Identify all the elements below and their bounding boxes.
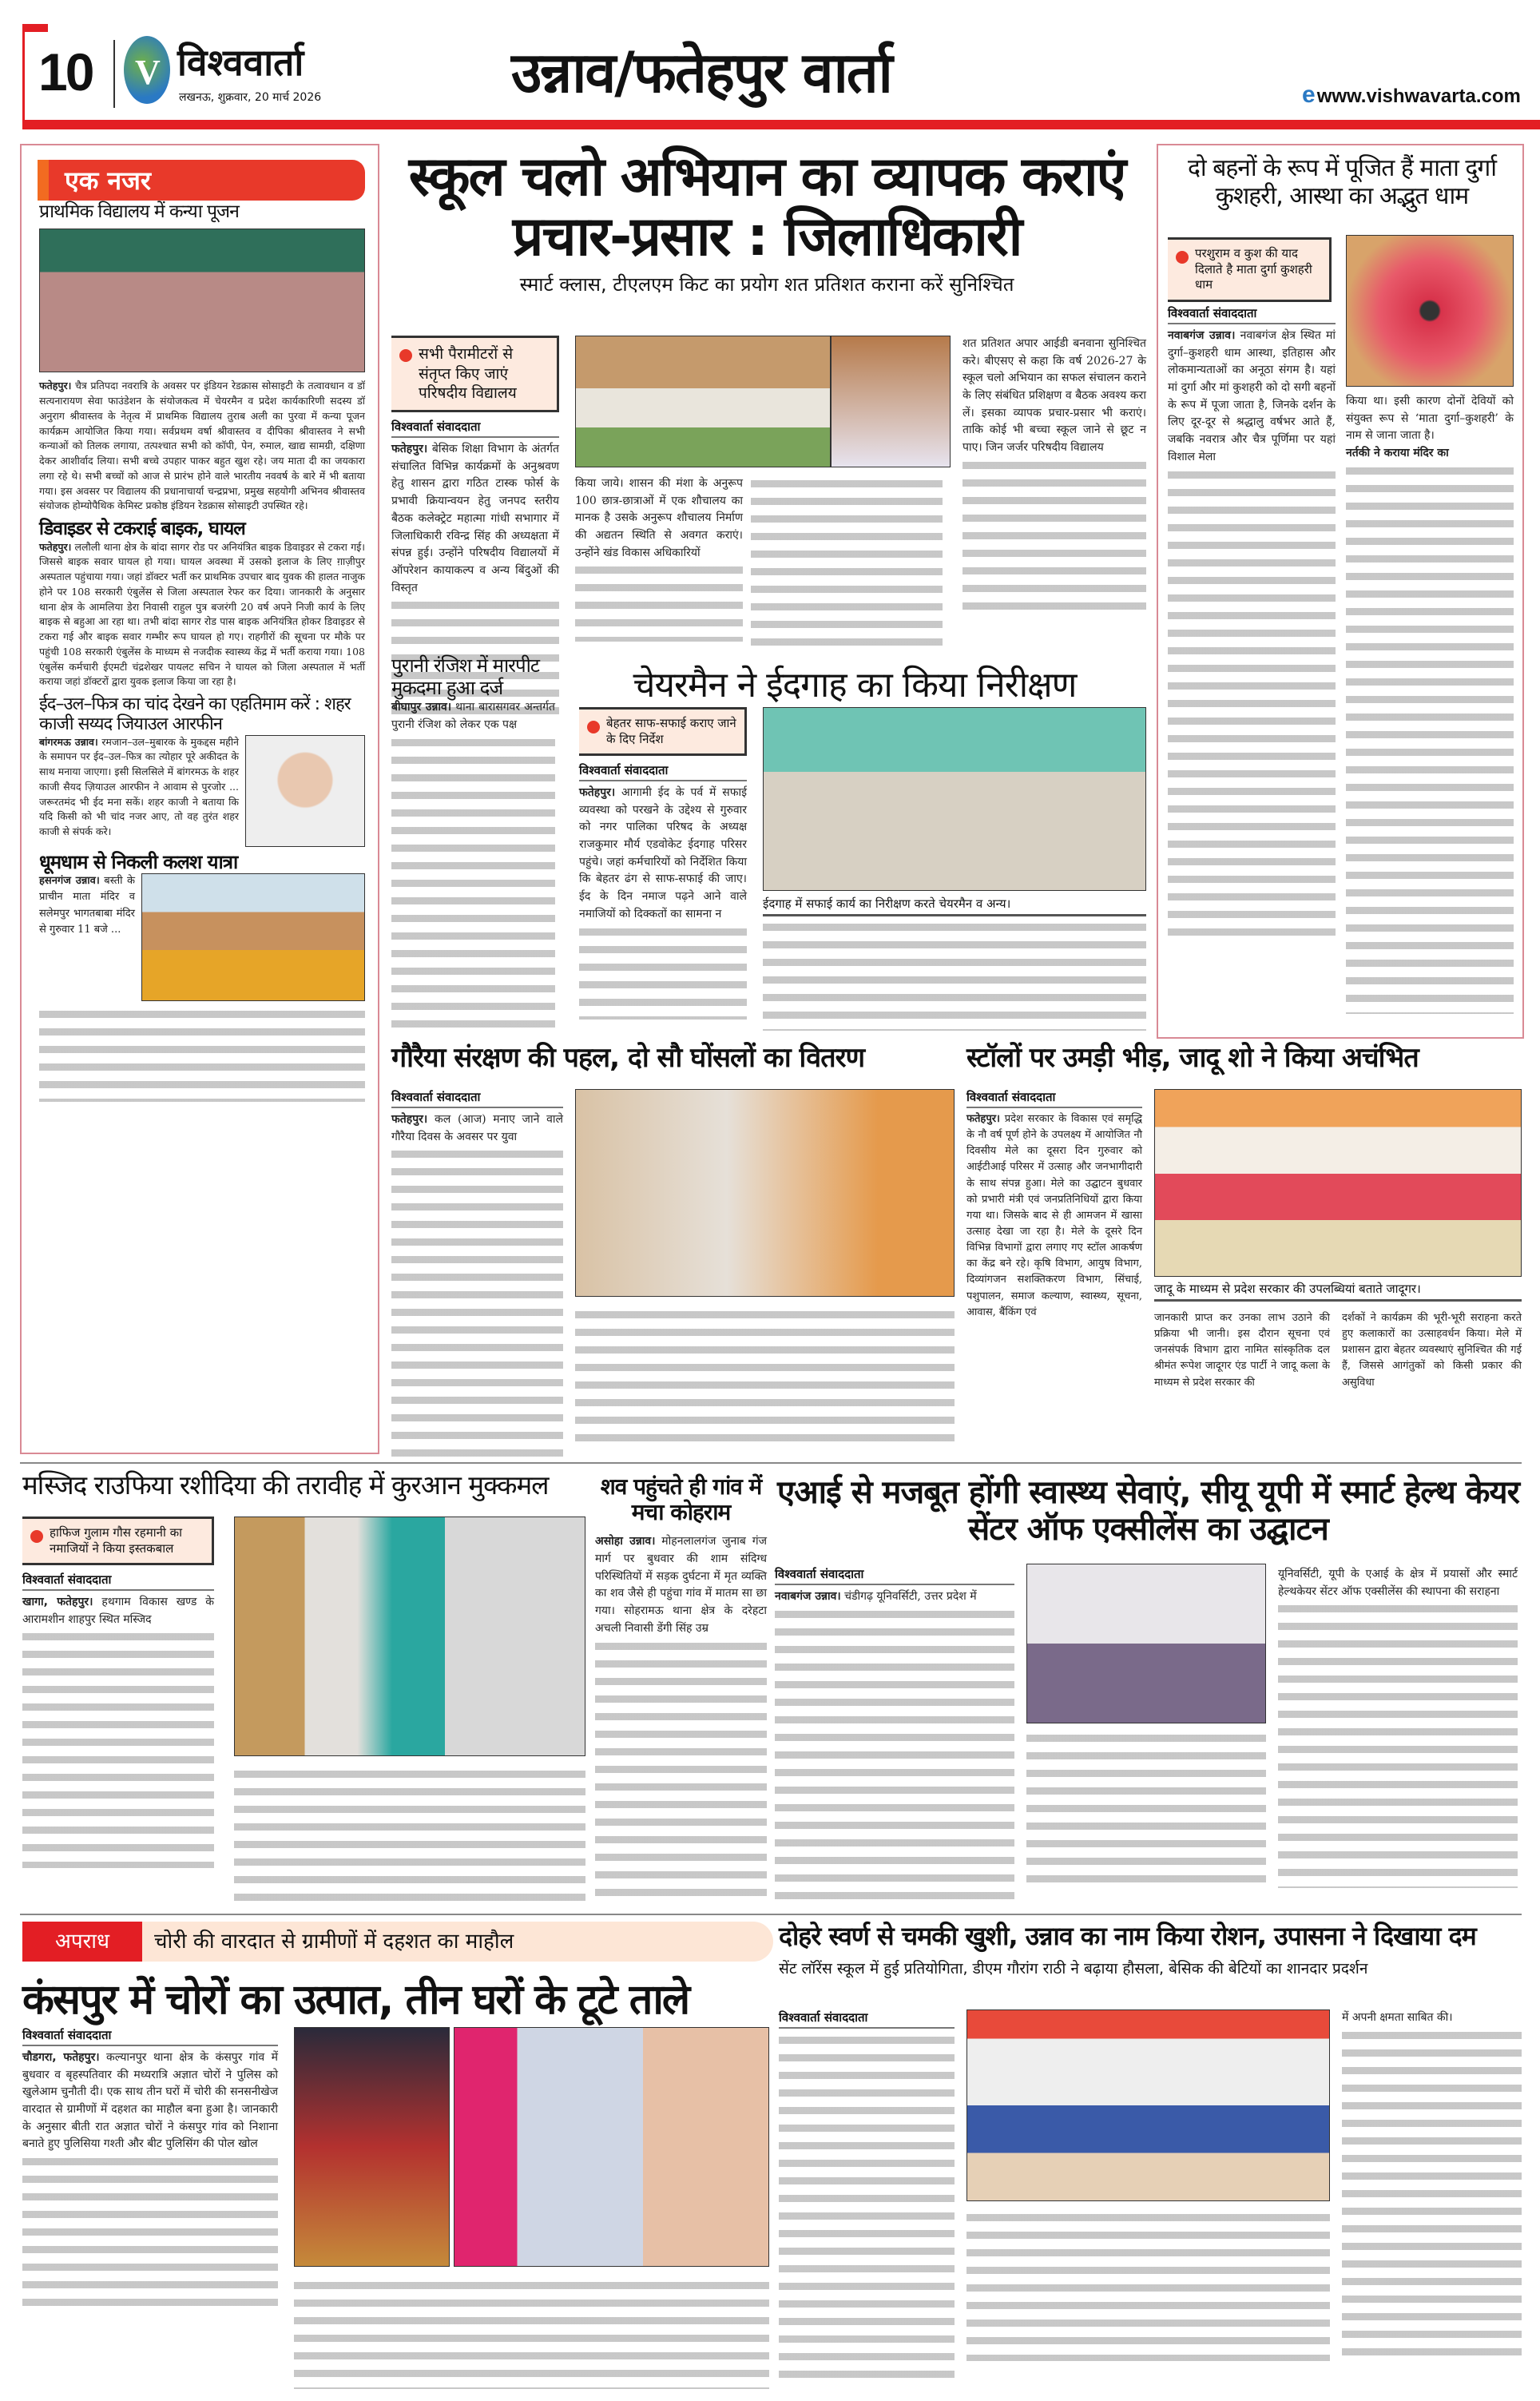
stalls-story [966, 1042, 1526, 1389]
story-text: फतेहपुर। आगामी ईद के पर्व में सफाई व्यवस्था को परखने के उद्देश्य से गुरुवार को नगर पालिका परिषद के अध्यक्ष राजकुमार मौर्य एडवोकेट ईदगाह परिसर पहुंचे। जहां कर्मचारियों को निर्देशित किया कि बेहतर ढंग से साफ-सफाई की जाए। ईद के दिन नमाज पढ़ने आने वाले नमाजियों को दिक्कतों का सामना न [579, 786, 747, 920]
story-text: चौडगरा, फतेहपुर। कल्यानपुर थाना क्षेत्र के कंसपुर गांव में बुधवार व बृहस्पतिवार की मध्यरात्रि अज्ञात चोरों ने पुलिस को खुलेआम चुनौती दी। एक साथ तीन घरों में चोरी की सनसनीखेज वारदात से ग्रामीणों में दहशत का माहौल बना हुआ है। जानकारी के अनुसार बीती रात अज्ञात चोरों ने कंसपुर गांव को निशाना बनाते हुए पुलिसिया गश्ती और बीट पुलिसिंग की पोल खोल [22, 2051, 279, 2151]
text-filler [763, 919, 1146, 1031]
story-text: फतेहपुर। प्रदेश सरकार के विकास एवं समृद्धि के नौ वर्ष पूर्ण होने के उपलक्ष्य में आयोजित नौ दिवसीय मेले का दूसरा दिन गुरुवार को आईटीआई परिसर में उत्साह और जनभागीदारी के साथ संपन्न हुआ। मेले का उद्घाटन बुधवार को प्रभारी मंत्री एवं जनप्रतिनिधियों द्वारा किया गया था। जिसके बाद से ही आमजन में खासा उत्साह देखा जा रहा है। मेले के दूसरे दिन विभिन्न विभागों द्वारा लगाए गए स्टॉल आकर्षण का केंद्र बने रहे। कृषि विभाग, आयुष विभाग, दिव्यांगजन सशक्तिकरण विभाग, सिंचाई, पशुपालन, समाज कल्याण, स्वास्थ्य, सूचना, आवास, बैंकिंग एवं [966, 1113, 1142, 1318]
header-accent-line [22, 24, 25, 120]
headline: कंसपुर में चोरों का उत्पात, तीन घरों के टूटे ताले [22, 1976, 689, 2024]
photo-durga-idol [1346, 235, 1514, 387]
text-filler [575, 562, 743, 642]
text-filler [1346, 463, 1514, 1014]
photo-meeting-1 [575, 336, 831, 467]
headline: दो बहनों के रूप में पूजित हैं माता दुर्गा कुशहरी, आस्था का अद्भुत धाम [1187, 154, 1497, 210]
text-filler [22, 1628, 214, 1868]
divider [20, 1462, 1522, 1464]
chairman-caption-wrap [763, 893, 1146, 916]
byline: विश्ववार्ता संवाददाता [579, 762, 747, 781]
story-text: में अपनी क्षमता साबित की। [1342, 2011, 1453, 2024]
header-bar [22, 120, 1540, 129]
photo-magic-show [1154, 1089, 1522, 1277]
photo-victim [454, 2027, 769, 2267]
story-text: शत प्रतिशत अपार आईडी बनवाना सुनिश्चित करे। बीएसए से कहा कि वर्ष 2026-27 के स्कूल चलो अभियान का सफल संचालन कराने के लिए संबंधित प्रशिक्षण व बैठक अवश्य करा लें। इसका व्यापक प्रचार-प्रसार भी कराएं। ताकि कोई भी बच्चा स्कूल जाने से छूट न पाए। जिन जर्जर परिषदीय विद्यालय [963, 337, 1146, 455]
story-text: फतेहपुर। बेसिक शिक्षा विभाग के अंतर्गत संचालित विभिन्न कार्यक्रमों के अनुश्रवण हेतु शासन द्वारा गठित टास्क फोर्स के प्रभावी क्रियान्वयन हेतु जनपद स्तरीय बैठक कलेक्ट्रेट महात्मा गांधी सभागार में जिलाधिकारी रविन्द्र सिंह की अध्यक्षता में संपन्न हुई। उन्होंने परिषदीय विद्यालयों में ऑपरेशन कायाकल्प व अन्य बिंदुओं की विस्तृत [391, 443, 559, 594]
headline: एआई से मजबूत होंगी स्वास्थ्य सेवाएं, सीयू यूपी में स्मार्ट हेल्थ केयर सेंटर ऑफ एक्सीलेंस का उद्घाटन [777, 1474, 1519, 1548]
photo-medal-winners [966, 2009, 1330, 2201]
headline: डिवाइडर से टकराई बाइक, घायल [39, 519, 245, 540]
story-text: दर्शकों ने कार्यक्रम की भूरी-भूरी सराहना करते हुए कलाकारों का उत्साहवर्धन किया। मेले में प्रशासन द्वारा बेहतर व्यवस्थाएं सुनिश्चित की गई हैं, जिससे आगंतुकों को किसी प्रकार की असुविधा [1342, 1312, 1522, 1389]
gauraiya-story [391, 1042, 959, 1143]
story-text: बांगरमऊ उन्नाव। रमजान–उल–मुबारक के मुकद्दस महीने के समापन पर ईद–उल–फित्र का त्योहार पूरे अकीदत के साथ मनाया जाएगा। इसी सिलसिले में बांगरमऊ के शहर काजी सैयद ज़ियाउल आरफीन ने आवाम से पुरजोर ... जरूरतमंद भी ईद मना सकें। शहर काजी ने बताया कि यदि किसी को भी चांद नजर आए, तो वह तुरंत शहर काजी से संपर्क करे। [39, 735, 239, 838]
main-story-header [387, 145, 1146, 297]
text-filler [1026, 1730, 1266, 1890]
byline: विश्ववार्ता संवाददाता [775, 1566, 1014, 1585]
story-text: फतेहपुर। चैत्र प्रतिपदा नवरात्रि के अवसर पर इंडियन रेडक्रास सोसाइटी के तत्वावधान व डॉ सत्यनारायण सेवा फाउंडेशन के संयोजकत्व में चेयरमैन व प्रदेश कार्यकारिणी सदस्य डॉ अनुराग श्रीवास्तव के नेतृत्व में प्राथमिक विद्यालय तुराब अली का पुरवा में कन्या पूजन कार्यक्रम आयोजित किया गया। सर्वप्रथम वर्षा श्रीवास्तव व दीपिका श्रीवास्तव ने सभी कन्याओं को तिलक लगाया, तत्पश्चात सभी को कॉपी, पेन, रुमाल, खाद्य सामग्री, दक्षिणा देकर आशीर्वाद लिया। सभी बच्चे उपहार पाकर बहुत खुश रहे। जय माता दी का जयकारा लगा रहे थे। सभी बच्चों को आज से प्रारंभ होने वाले भारतीय नववर्ष के बारे में भी बताया गया। इस अवसर पर विद्यालय की प्रधानाचार्या चन्द्रप्रभा, प्रमुख सहयोगी अभिनव श्रीवास्तव संयोजक होम्योपैथिक केमिस्ट प्रकोष्ठ इंडियन रेडक्रास सोसाइटी उपस्थित रहे। [39, 380, 365, 512]
photo-shahar-kazi [245, 735, 365, 847]
masjid-story [22, 1469, 589, 1626]
story-text: फतेहपुर। कल (आज) मनाए जाने वाले गौरैया दिवस के अवसर पर युवा [391, 1113, 563, 1143]
crime-kicker-bar [22, 1922, 773, 1962]
text-filler [1342, 2027, 1522, 2363]
text-filler [391, 734, 555, 1038]
sports-story [779, 1921, 1522, 2025]
text-filler [294, 2277, 769, 2389]
photo-inauguration [1026, 1564, 1266, 1723]
ek-nazar-column [20, 144, 379, 1454]
text-filler [966, 2209, 1330, 2361]
main-story-col4 [963, 336, 1146, 617]
dateline: लखनऊ, शुक्रवार, 20 मार्च 2026 [179, 91, 322, 104]
pullquote: परशुराम व कुश की याद दिलाते है माता दुर्गा कुशहरी धाम [1168, 237, 1332, 302]
story-text: नवाबगंज उन्नाव। चंडीगढ़ यूनिवर्सिटी, उत्तर प्रदेश में [775, 1590, 977, 1603]
chairman-col1 [579, 707, 747, 1020]
story-col2 [1346, 393, 1514, 1014]
photo-masjid-felicitation [234, 1517, 585, 1756]
main-story-col2 [575, 475, 743, 642]
main-subheadline: स्मार्ट क्लास, टीएलएम किट का प्रयोग शत प्रतिशत कराना करें सुनिश्चित [519, 272, 1014, 296]
subheadline: सेंट लॉरेंस स्कूल में हुई प्रतियोगिता, डीएम गौरांग राठी ने बढ़ाया हौसला, बेसिक की बेटियों का शानदार प्रदर्शन [779, 1959, 1368, 1978]
headline: मस्जिद राउफिया रशीदिया की तरावीह में कुरआन मुक्कमल [22, 1469, 549, 1501]
story-text: किया जाये। शासन की मंशा के अनुरूप 100 छात्र-छात्राओं में एक शौचालय का मानक है उसके अनुरूप शौचालय निर्माण की अद्यतन स्थिति से अवगत कराएं। उन्होंने खंड विकास अधिकारियों [575, 477, 743, 559]
headline: दोहरे स्वर्ण से चमकी खुशी, उन्नाव का नाम किया रोशन, उपासना ने दिखाया दम [779, 1921, 1476, 1951]
photo-idgah-inspection [763, 707, 1146, 891]
story-kanya-pujan [39, 201, 365, 1102]
divider [113, 40, 115, 108]
divider [20, 1914, 1522, 1915]
section-title: उन्नाव/फतेहपुर वार्ता [511, 40, 891, 105]
crime-tag: अपराध [22, 1922, 142, 1962]
main-headline: स्कूल चलो अभियान का व्यापक कराएं प्रचार-प्रसार : जिलाधिकारी [408, 145, 1125, 268]
photo-caption: ईदगाह में सफाई कार्य का निरीक्षण करते चेयरमैन व अन्य। [763, 893, 1146, 916]
text-filler [22, 2153, 278, 2313]
text-filler [963, 457, 1146, 617]
text-filler [775, 1606, 1014, 1910]
headline: पुरानी रंजिश में मारपीट मुकदमा हुआ दर्ज [391, 654, 539, 699]
text-filler [39, 1006, 365, 1102]
story-text: हसनगंज उन्नाव। बस्ती के प्राचीन माता मंदिर व सलेमपुर भागतबाबा मंदिर से गुरुवार 11 बजे ... [39, 875, 135, 936]
byline: विश्ववार्ता संवाददाता [22, 1572, 214, 1591]
health-story [775, 1474, 1522, 1603]
story-text: फतेहपुर। ललौली थाना क्षेत्र के बांदा सागर रोड पर अनियंत्रित बाइक डिवाइडर से टकरा गई। जिससे बाइक सवार घायल हो गया। घायल अवस्था में उसको इलाज के लिए ग़ाज़ीपुर अस्पताल पहुंचाया गया। जहां डॉक्टर भर्ती कर प्राथमिक उपचार बाद युवक की हालत नाजुक होने पर 108 सरकारी एंबुलेंस से जिला अस्पताल रेफर कर दिया। जानकारी के अनुसार थाना क्षेत्र के आमलिया डेरा निवासी राहुल पुत्र बजरंगी 20 वर्ष अपने निजी कार्य के लिए बाइक से बहुआ आ रहा था। तभी बांदा सागर रोड पास बाइक अनियंत्रित होकर डिवाइडर से टकरा गई और बाइक सवार गम्भीर रूप घायल हो गए। राहगीरों की सूचना पर मौके पर पहुंची 108 सरकारी एंबुलेंस के माध्यम से नजदीक स्वास्थ्य केंद्र में भर्ती कराया गया। 108 एंबुलेंस कर्मचारी ईएमटी चंद्रशेखर पायलट सचिन ने घायल को जिला अस्पताल में भर्ती कराया जहां डॉक्टरों द्वारा युवक इलाज किया जा रहा है। [39, 540, 365, 688]
headline: स्टॉलों पर उमड़ी भीड़, जादू शो ने किया अचंभित [966, 1042, 1419, 1074]
byline: विश्ववार्ता संवाददाता [391, 1089, 563, 1108]
byline: विश्ववार्ता संवाददाता [391, 419, 559, 438]
pullquote: सभी पैरामीटरों से संतृप्त किए जाएं परिषदीय विद्यालय [391, 336, 559, 412]
photo-meeting-2 [831, 336, 951, 467]
headline: धूमधाम से निकली कलश यात्रा [39, 850, 238, 873]
website-text: www.vishwavarta.com [1316, 85, 1521, 107]
headline: शव पहुंचते ही गांव में मचा कोहराम [600, 1473, 762, 1526]
photo-kanya-pujan [39, 229, 365, 372]
photo-nest-distribution [575, 1089, 955, 1297]
byline: विश्ववार्ता संवाददाता [22, 2027, 278, 2046]
text-filler [575, 1306, 955, 1450]
byline: विश्ववार्ता संवाददाता [1168, 305, 1336, 324]
header-accent [22, 24, 48, 32]
text-filler [1168, 467, 1336, 938]
ek-nazar-kicker: एक नजर [38, 160, 365, 201]
photo-broken-almirah [294, 2027, 450, 2267]
story-text: खागा, फतेहपुर। हथगाम विकास खण्ड के आरामशीन शाहपुर स्थित मस्जिद [22, 1596, 214, 1626]
text-filler [779, 2032, 955, 2383]
crime-story [22, 1970, 773, 2151]
story-text: असोहा उन्नाव। मोहनलालगंज जुनाब गंज मार्ग पर बुधवार की शाम संदिग्ध परिस्थितियों में सड़क दुर्घटना में मृत व्यक्ति का शव जैसे ही पहुंचा गांव में मातम सा छा गया। सोहरामऊ थाना क्षेत्र के दरेहटा अचली निवासी डेंगी सिंह उम्र [595, 1535, 768, 1635]
byline: विश्ववार्ता संवाददाता [966, 1089, 1142, 1108]
newspaper-logo-icon: V [124, 36, 170, 104]
chairman-headline: चेयरमैन ने ईदगाह का किया निरीक्षण [633, 665, 1077, 706]
shav-story [595, 1474, 767, 1902]
story-col1 [1168, 305, 1336, 938]
headline: ईद–उल–फित्र का चांद देखने का एहतिमाम करें : शहर काजी सय्यद जियाउल आरफीन [39, 694, 351, 735]
headline: गौरैया संरक्षण की पहल, दो सौ घोंसलों का वितरण [391, 1042, 865, 1074]
purani-ranjish-story [391, 655, 555, 1038]
photo-kalash-yatra [141, 873, 365, 1001]
text-filler [234, 1766, 585, 1902]
page-number: 10 [38, 42, 93, 101]
story-text: जानकारी प्राप्त कर उनका लाभ उठाने की प्रक्रिया भी जानी। इस दौरान सूचना एवं जनसंपर्क विभाग द्वारा नामित सांस्कृतिक दल श्रीमंत रूपेश जादूगर एंड पार्टी ने जादू कला के माध्यम से प्रदेश सरकार की [1154, 1312, 1330, 1389]
durga-kushahri-story [1157, 144, 1524, 1039]
paper-name: विश्ववार्ता [177, 41, 304, 84]
story-text: किया था। इसी कारण दोनों देवियों को संयुक्त रूप से ‘माता दुर्गा–कुशहरी’ के नाम से जाना जाता है। [1346, 395, 1514, 443]
main-story-col3 [751, 475, 943, 647]
chairman-col2 [763, 919, 1146, 1031]
text-filler [595, 1638, 767, 1902]
subhead: नर्तकी ने कराया मंदिर का [1346, 447, 1449, 460]
headline: प्राथमिक विद्यालय में कन्या पूजन [39, 201, 239, 222]
pullquote: हाफिज गुलाम गौस रहमानी का नमाजियों ने किया इस्तकबाल [22, 1517, 214, 1565]
text-filler [391, 1146, 563, 1465]
story-text: नवाबगंज उन्नाव। नवाबगंज क्षेत्र स्थित मां दुर्गा–कुशहरी धाम आस्था, इतिहास और लोकमान्यताओं का अनूठा संगम है। यहां मां दुर्गा और मां कुशहरी को दो सगी बहनों के रूप में पूजा जाता है, जिनके दर्शन के लिए दूर-दूर से श्रद्धालु वर्षभर आते हैं, जबकि नवरात्र और चैत्र पूर्णिमा पर यहां विशाल मेला [1168, 329, 1336, 463]
pullquote: बेहतर साफ-सफाई कराए जाने के दिए निर्देश [579, 707, 747, 756]
crime-kicker: चोरी की वारदात से ग्रामीणों में दहशत का माहौल [154, 1930, 514, 1954]
byline: विश्ववार्ता संवाददाता [779, 2009, 955, 2029]
story-text: बीघापुर उन्नाव। थाना बारासगवर अन्तर्गत पुरानी रंजिश को लेकर एक पक्ष [391, 701, 555, 731]
text-filler [579, 924, 747, 1020]
text-filler [1278, 1600, 1518, 1888]
photo-caption: जादू के माध्यम से प्रदेश सरकार की उपलब्धियां बताते जादूगर। [1154, 1278, 1522, 1302]
text-filler [751, 475, 943, 647]
story-text: यूनिवर्सिटी, यूपी के एआई के क्षेत्र में प्रयासों और स्मार्ट हेल्थकेयर सेंटर ऑफ एक्सीलेंस की स्थापना की सराहना [1278, 1568, 1518, 1598]
browser-e-icon: e [1302, 81, 1316, 108]
website-link[interactable] [1302, 81, 1521, 109]
